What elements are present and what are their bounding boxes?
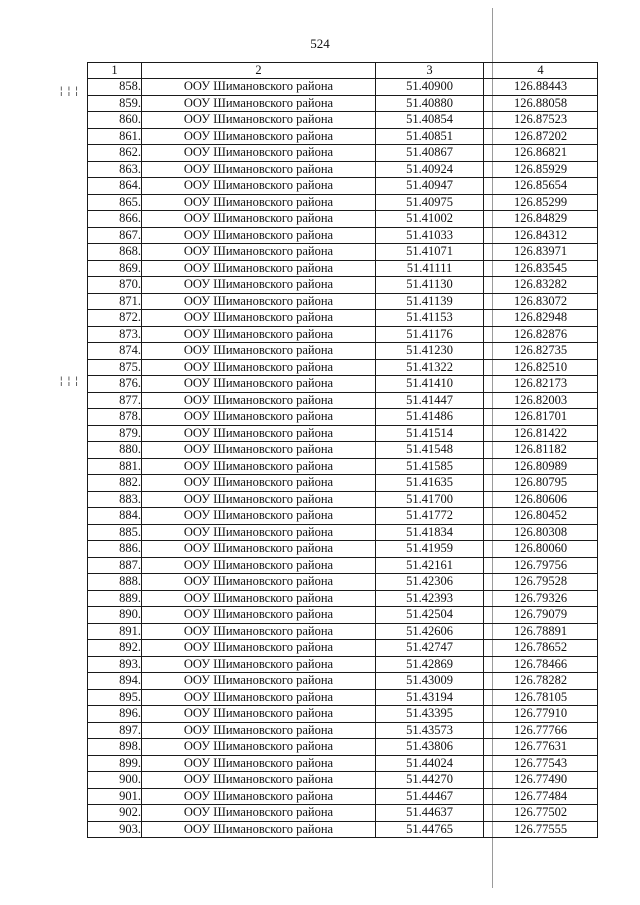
table-row xyxy=(88,755,598,772)
row-name-cell: ООУ Шимановского района xyxy=(142,310,376,327)
row-name-cell: ООУ Шимановского района xyxy=(142,409,376,426)
row-longitude-cell: 126.87523 xyxy=(484,112,598,129)
row-number-cell: 864. xyxy=(88,178,142,195)
row-name-cell: ООУ Шимановского района xyxy=(142,673,376,690)
row-name-cell: ООУ Шимановского района xyxy=(142,590,376,607)
row-name-cell: ООУ Шимановского района xyxy=(142,161,376,178)
row-number-cell: 865. xyxy=(88,194,142,211)
row-name-cell: ООУ Шимановского района xyxy=(142,524,376,541)
table-row xyxy=(88,805,598,822)
row-name-cell: ООУ Шимановского района xyxy=(142,755,376,772)
row-longitude-cell: 126.82510 xyxy=(484,359,598,376)
row-number-cell: 879. xyxy=(88,425,142,442)
table-row xyxy=(88,557,598,574)
row-longitude-cell: 126.80989 xyxy=(484,458,598,475)
table-row xyxy=(88,821,598,838)
row-latitude-cell: 51.42869 xyxy=(376,656,484,673)
table-row xyxy=(88,260,598,277)
table-row xyxy=(88,145,598,162)
row-name-cell: ООУ Шимановского района xyxy=(142,359,376,376)
row-latitude-cell: 51.40924 xyxy=(376,161,484,178)
row-latitude-cell: 51.40851 xyxy=(376,128,484,145)
table-row xyxy=(88,706,598,723)
row-name-cell: ООУ Шимановского района xyxy=(142,194,376,211)
table-row xyxy=(88,640,598,657)
row-number-cell: 869. xyxy=(88,260,142,277)
row-longitude-cell: 126.78466 xyxy=(484,656,598,673)
row-latitude-cell: 51.40900 xyxy=(376,79,484,96)
table-row xyxy=(88,607,598,624)
row-latitude-cell: 51.41410 xyxy=(376,376,484,393)
row-number-cell: 896. xyxy=(88,706,142,723)
row-number-cell: 901. xyxy=(88,788,142,805)
row-longitude-cell: 126.81182 xyxy=(484,442,598,459)
row-latitude-cell: 51.42306 xyxy=(376,574,484,591)
row-number-cell: 892. xyxy=(88,640,142,657)
row-longitude-cell: 126.83971 xyxy=(484,244,598,261)
table-row xyxy=(88,574,598,591)
row-number-cell: 859. xyxy=(88,95,142,112)
table-row xyxy=(88,227,598,244)
row-name-cell: ООУ Шимановского района xyxy=(142,112,376,129)
scan-artifact-mark: ¦¦¦ xyxy=(58,374,81,387)
row-name-cell: ООУ Шимановского района xyxy=(142,293,376,310)
row-latitude-cell: 51.44270 xyxy=(376,772,484,789)
row-latitude-cell: 51.41834 xyxy=(376,524,484,541)
table-row xyxy=(88,508,598,525)
row-longitude-cell: 126.78105 xyxy=(484,689,598,706)
row-name-cell: ООУ Шимановского района xyxy=(142,706,376,723)
row-name-cell: ООУ Шимановского района xyxy=(142,260,376,277)
row-name-cell: ООУ Шимановского района xyxy=(142,79,376,96)
row-latitude-cell: 51.43573 xyxy=(376,722,484,739)
row-latitude-cell: 51.42504 xyxy=(376,607,484,624)
row-longitude-cell: 126.78891 xyxy=(484,623,598,640)
row-longitude-cell: 126.83545 xyxy=(484,260,598,277)
row-longitude-cell: 126.82735 xyxy=(484,343,598,360)
table-row xyxy=(88,211,598,228)
row-latitude-cell: 51.41071 xyxy=(376,244,484,261)
row-number-cell: 890. xyxy=(88,607,142,624)
row-number-cell: 871. xyxy=(88,293,142,310)
row-longitude-cell: 126.84312 xyxy=(484,227,598,244)
row-latitude-cell: 51.43395 xyxy=(376,706,484,723)
row-number-cell: 862. xyxy=(88,145,142,162)
table-row xyxy=(88,524,598,541)
row-number-cell: 888. xyxy=(88,574,142,591)
row-longitude-cell: 126.77543 xyxy=(484,755,598,772)
row-longitude-cell: 126.83072 xyxy=(484,293,598,310)
row-latitude-cell: 51.41176 xyxy=(376,326,484,343)
row-longitude-cell: 126.79756 xyxy=(484,557,598,574)
table-row xyxy=(88,590,598,607)
row-latitude-cell: 51.40867 xyxy=(376,145,484,162)
row-latitude-cell: 51.41111 xyxy=(376,260,484,277)
row-longitude-cell: 126.80060 xyxy=(484,541,598,558)
table-row xyxy=(88,409,598,426)
row-latitude-cell: 51.41230 xyxy=(376,343,484,360)
row-latitude-cell: 51.41514 xyxy=(376,425,484,442)
row-latitude-cell: 51.41585 xyxy=(376,458,484,475)
row-name-cell: ООУ Шимановского района xyxy=(142,689,376,706)
row-number-cell: 868. xyxy=(88,244,142,261)
coordinates-table xyxy=(87,62,598,838)
table-header-row xyxy=(88,63,598,79)
row-number-cell: 899. xyxy=(88,755,142,772)
row-latitude-cell: 51.41130 xyxy=(376,277,484,294)
row-number-cell: 900. xyxy=(88,772,142,789)
table-row xyxy=(88,425,598,442)
row-name-cell: ООУ Шимановского района xyxy=(142,574,376,591)
row-number-cell: 887. xyxy=(88,557,142,574)
row-latitude-cell: 51.40975 xyxy=(376,194,484,211)
table-row xyxy=(88,392,598,409)
page-number: 524 xyxy=(310,36,330,51)
table-row xyxy=(88,326,598,343)
row-number-cell: 895. xyxy=(88,689,142,706)
row-longitude-cell: 126.77631 xyxy=(484,739,598,756)
row-number-cell: 872. xyxy=(88,310,142,327)
row-name-cell: ООУ Шимановского района xyxy=(142,128,376,145)
row-name-cell: ООУ Шимановского района xyxy=(142,95,376,112)
row-number-cell: 878. xyxy=(88,409,142,426)
table-row xyxy=(88,310,598,327)
row-latitude-cell: 51.42393 xyxy=(376,590,484,607)
row-longitude-cell: 126.84829 xyxy=(484,211,598,228)
row-longitude-cell: 126.80308 xyxy=(484,524,598,541)
row-longitude-cell: 126.85654 xyxy=(484,178,598,195)
row-latitude-cell: 51.44024 xyxy=(376,755,484,772)
row-longitude-cell: 126.77555 xyxy=(484,821,598,838)
row-name-cell: ООУ Шимановского района xyxy=(142,805,376,822)
row-longitude-cell: 126.77766 xyxy=(484,722,598,739)
table-row xyxy=(88,194,598,211)
row-name-cell: ООУ Шимановского района xyxy=(142,326,376,343)
table-row xyxy=(88,491,598,508)
table-row xyxy=(88,475,598,492)
table-row xyxy=(88,739,598,756)
scan-artifact-mark: ¦¦¦ xyxy=(58,84,81,97)
table-row xyxy=(88,376,598,393)
row-name-cell: ООУ Шимановского района xyxy=(142,640,376,657)
row-number-cell: 885. xyxy=(88,524,142,541)
table-row xyxy=(88,128,598,145)
row-number-cell: 875. xyxy=(88,359,142,376)
table-row xyxy=(88,112,598,129)
row-latitude-cell: 51.41700 xyxy=(376,491,484,508)
row-longitude-cell: 126.80795 xyxy=(484,475,598,492)
row-latitude-cell: 51.41486 xyxy=(376,409,484,426)
row-name-cell: ООУ Шимановского района xyxy=(142,623,376,640)
row-latitude-cell: 51.42606 xyxy=(376,623,484,640)
row-name-cell: ООУ Шимановского района xyxy=(142,772,376,789)
row-name-cell: ООУ Шимановского района xyxy=(142,788,376,805)
row-latitude-cell: 51.40947 xyxy=(376,178,484,195)
row-name-cell: ООУ Шимановского района xyxy=(142,442,376,459)
column-header-number: 1 xyxy=(88,63,142,79)
row-number-cell: 891. xyxy=(88,623,142,640)
table-row xyxy=(88,161,598,178)
row-number-cell: 883. xyxy=(88,491,142,508)
table-row xyxy=(88,673,598,690)
table-row xyxy=(88,293,598,310)
table-row xyxy=(88,95,598,112)
row-latitude-cell: 51.43194 xyxy=(376,689,484,706)
table-row xyxy=(88,343,598,360)
table-row xyxy=(88,656,598,673)
row-longitude-cell: 126.79079 xyxy=(484,607,598,624)
row-number-cell: 897. xyxy=(88,722,142,739)
table-row xyxy=(88,623,598,640)
row-number-cell: 867. xyxy=(88,227,142,244)
row-number-cell: 881. xyxy=(88,458,142,475)
row-name-cell: ООУ Шимановского района xyxy=(142,227,376,244)
row-latitude-cell: 51.43806 xyxy=(376,739,484,756)
row-latitude-cell: 51.41447 xyxy=(376,392,484,409)
table-row xyxy=(88,788,598,805)
row-longitude-cell: 126.77502 xyxy=(484,805,598,822)
row-number-cell: 894. xyxy=(88,673,142,690)
row-name-cell: ООУ Шимановского района xyxy=(142,244,376,261)
row-longitude-cell: 126.85929 xyxy=(484,161,598,178)
row-longitude-cell: 126.77490 xyxy=(484,772,598,789)
column-header-longitude: 4 xyxy=(484,63,598,79)
row-number-cell: 903. xyxy=(88,821,142,838)
row-name-cell: ООУ Шимановского района xyxy=(142,392,376,409)
row-latitude-cell: 51.44765 xyxy=(376,821,484,838)
row-number-cell: 889. xyxy=(88,590,142,607)
row-name-cell: ООУ Шимановского района xyxy=(142,425,376,442)
table-row xyxy=(88,277,598,294)
row-longitude-cell: 126.79326 xyxy=(484,590,598,607)
table-row xyxy=(88,689,598,706)
row-longitude-cell: 126.82173 xyxy=(484,376,598,393)
row-longitude-cell: 126.81422 xyxy=(484,425,598,442)
row-number-cell: 898. xyxy=(88,739,142,756)
row-number-cell: 876. xyxy=(88,376,142,393)
row-number-cell: 882. xyxy=(88,475,142,492)
row-number-cell: 861. xyxy=(88,128,142,145)
row-longitude-cell: 126.81701 xyxy=(484,409,598,426)
row-name-cell: ООУ Шимановского района xyxy=(142,475,376,492)
row-longitude-cell: 126.86821 xyxy=(484,145,598,162)
row-latitude-cell: 51.41772 xyxy=(376,508,484,525)
row-longitude-cell: 126.82948 xyxy=(484,310,598,327)
row-latitude-cell: 51.41322 xyxy=(376,359,484,376)
row-latitude-cell: 51.42161 xyxy=(376,557,484,574)
row-number-cell: 873. xyxy=(88,326,142,343)
row-name-cell: ООУ Шимановского района xyxy=(142,491,376,508)
column-header-name: 2 xyxy=(142,63,376,79)
table-row xyxy=(88,79,598,96)
row-number-cell: 893. xyxy=(88,656,142,673)
row-name-cell: ООУ Шимановского района xyxy=(142,178,376,195)
row-latitude-cell: 51.42747 xyxy=(376,640,484,657)
row-longitude-cell: 126.80452 xyxy=(484,508,598,525)
row-latitude-cell: 51.41033 xyxy=(376,227,484,244)
row-latitude-cell: 51.41153 xyxy=(376,310,484,327)
row-latitude-cell: 51.43009 xyxy=(376,673,484,690)
row-latitude-cell: 51.40880 xyxy=(376,95,484,112)
row-name-cell: ООУ Шимановского района xyxy=(142,821,376,838)
row-name-cell: ООУ Шимановского района xyxy=(142,739,376,756)
row-longitude-cell: 126.88443 xyxy=(484,79,598,96)
row-number-cell: 886. xyxy=(88,541,142,558)
row-latitude-cell: 51.41959 xyxy=(376,541,484,558)
row-name-cell: ООУ Шимановского района xyxy=(142,458,376,475)
row-name-cell: ООУ Шимановского района xyxy=(142,145,376,162)
row-latitude-cell: 51.41139 xyxy=(376,293,484,310)
row-number-cell: 880. xyxy=(88,442,142,459)
row-latitude-cell: 51.44467 xyxy=(376,788,484,805)
row-latitude-cell: 51.41635 xyxy=(376,475,484,492)
row-longitude-cell: 126.77484 xyxy=(484,788,598,805)
row-number-cell: 884. xyxy=(88,508,142,525)
row-latitude-cell: 51.41002 xyxy=(376,211,484,228)
row-name-cell: ООУ Шимановского района xyxy=(142,541,376,558)
column-header-latitude: 3 xyxy=(376,63,484,79)
row-longitude-cell: 126.87202 xyxy=(484,128,598,145)
row-name-cell: ООУ Шимановского района xyxy=(142,508,376,525)
row-longitude-cell: 126.88058 xyxy=(484,95,598,112)
row-number-cell: 860. xyxy=(88,112,142,129)
row-name-cell: ООУ Шимановского района xyxy=(142,607,376,624)
row-latitude-cell: 51.44637 xyxy=(376,805,484,822)
table-row xyxy=(88,359,598,376)
row-number-cell: 866. xyxy=(88,211,142,228)
row-number-cell: 863. xyxy=(88,161,142,178)
row-name-cell: ООУ Шимановского района xyxy=(142,557,376,574)
row-longitude-cell: 126.82876 xyxy=(484,326,598,343)
row-latitude-cell: 51.40854 xyxy=(376,112,484,129)
table-row xyxy=(88,722,598,739)
row-number-cell: 902. xyxy=(88,805,142,822)
row-name-cell: ООУ Шимановского района xyxy=(142,277,376,294)
row-longitude-cell: 126.83282 xyxy=(484,277,598,294)
table-row xyxy=(88,244,598,261)
row-number-cell: 874. xyxy=(88,343,142,360)
table-row xyxy=(88,458,598,475)
table-body xyxy=(88,79,598,838)
table-row xyxy=(88,541,598,558)
row-longitude-cell: 126.82003 xyxy=(484,392,598,409)
row-number-cell: 877. xyxy=(88,392,142,409)
row-longitude-cell: 126.79528 xyxy=(484,574,598,591)
table-row xyxy=(88,772,598,789)
row-name-cell: ООУ Шимановского района xyxy=(142,722,376,739)
row-longitude-cell: 126.78282 xyxy=(484,673,598,690)
row-name-cell: ООУ Шимановского района xyxy=(142,211,376,228)
table-row xyxy=(88,442,598,459)
table-row xyxy=(88,178,598,195)
row-number-cell: 858. xyxy=(88,79,142,96)
row-longitude-cell: 126.80606 xyxy=(484,491,598,508)
row-longitude-cell: 126.77910 xyxy=(484,706,598,723)
row-name-cell: ООУ Шимановского района xyxy=(142,656,376,673)
row-longitude-cell: 126.85299 xyxy=(484,194,598,211)
row-name-cell: ООУ Шимановского района xyxy=(142,343,376,360)
row-longitude-cell: 126.78652 xyxy=(484,640,598,657)
row-latitude-cell: 51.41548 xyxy=(376,442,484,459)
row-number-cell: 870. xyxy=(88,277,142,294)
row-name-cell: ООУ Шимановского района xyxy=(142,376,376,393)
